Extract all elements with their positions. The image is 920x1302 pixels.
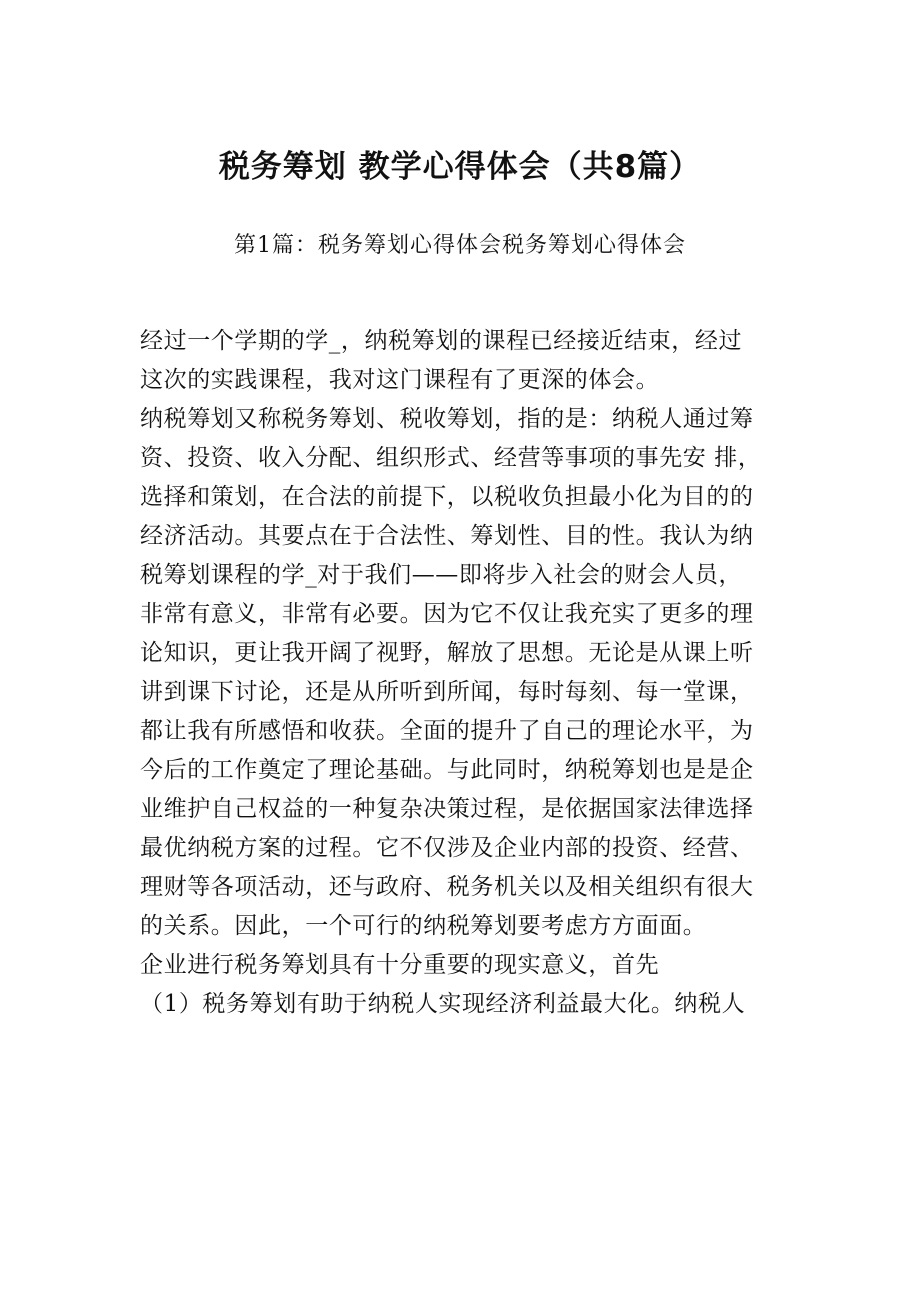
body-line: 企业进行税务筹划具有十分重要的现实意义，首先 (140, 952, 660, 978)
body-line: 今后的工作奠定了理论基础。与此同时，纳税筹划也是是企 (140, 757, 754, 783)
body-line: 选择和策划，在合法的前提下，以税收负担最小化为目的的 (140, 484, 754, 510)
body-line: 税筹划课程的学_对于我们——即将步入社会的财会人员， (140, 562, 743, 588)
body-line: 都让我有所感悟和收获。全面的提升了自己的理论水平，为 (140, 718, 754, 744)
body-line: 纳税筹划又称税务筹划、税收筹划，指的是：纳税人通过筹 (140, 406, 754, 432)
body-line: 论知识，更让我开阔了视野，解放了思想。无论是从课上听 (140, 640, 754, 666)
body-line: 业维护自己权益的一种复杂决策过程，是依据国家法律选择 (140, 796, 754, 822)
body-line: 资、投资、收入分配、组织形式、经营等事项的事先安 排， (140, 445, 762, 471)
document-body (140, 322, 820, 1024)
body-line: （1）税务筹划有助于纳税人实现经济利益最大化。纳税人 (140, 991, 746, 1017)
body-line: 非常有意义，非常有必要。因为它不仅让我充实了更多的理 (140, 601, 754, 627)
body-line: 经过一个学期的学_，纳税筹划的课程已经接近结束，经过 (140, 328, 743, 354)
body-line: 这次的实践课程，我对这门课程有了更深的体会。 (140, 367, 660, 393)
body-line: 讲到课下讨论，还是从所听到所闻，每时每刻、每一堂课， (140, 679, 754, 705)
document-title: 税务筹划 教学心得体会（共8篇） (218, 149, 702, 185)
body-line: 理财等各项活动，还与政府、税务机关以及相关组织有很大 (140, 874, 754, 900)
body-line: 经济活动。其要点在于合法性、筹划性、目的性。我认为纳 (140, 523, 754, 549)
body-line: 的关系。因此，一个可行的纳税筹划要考虑方方面面。 (140, 913, 707, 939)
chapter-heading: 第1篇：税务筹划心得体会税务筹划心得体会 (234, 233, 686, 258)
body-line: 最优纳税方案的过程。它不仅涉及企业内部的投资、经营、 (140, 835, 754, 861)
